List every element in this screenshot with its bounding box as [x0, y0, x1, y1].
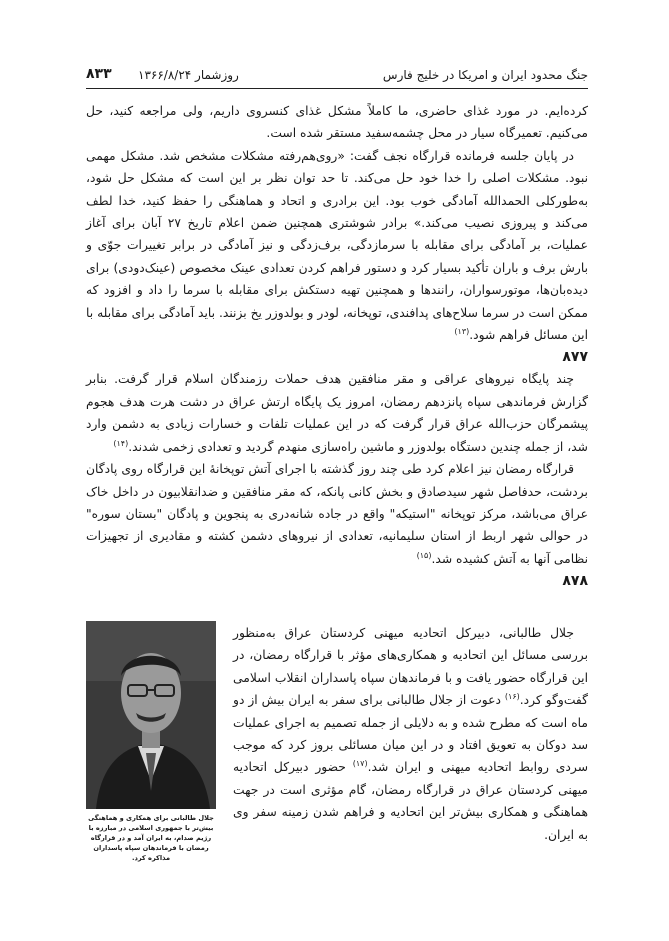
entry-number: ۸۷۸ [562, 573, 588, 590]
footnote-ref[interactable]: (۱۵) [416, 550, 432, 560]
paragraph-text: چند پایگاه نیروهای عراقی و مقر منافقین هدف حملات رزمندگان اسلام قرار گرفت. بنابر گزارش فرماندهی سپاه پانزدهم رمضان، امروز یک پایگاه ارتش عراق در دشت هرت هدف هجوم پیشمرگان حزب‌الله عراق قرار گرفت که در این عملیات تلفات و خسارات زیادی به دشمن وارد شد، از جمله چندین دستگاه بولدوزر و ماشین راه‌سازی منهدم گردید و تعدادی زخمی شدند. [86, 372, 588, 454]
chronology-date: روزشمار ۱۳۶۶/۸/۲۴ [138, 68, 239, 82]
page-header [86, 66, 588, 89]
portrait-illustration [86, 621, 216, 809]
paragraph-text: دعوت از جلال طالبانی برای سفر به ایران بیش از دو ماه است که مطرح شده و به دلایلی از جمله تصمیم به اجرای عملیات سد دوکان به تعویق افتاد و در این میان مسائلی بروز کرد که موجب سردی روابط اتحادیه میهنی و ایران شد. [233, 693, 589, 775]
photo-block [86, 621, 216, 863]
paragraph-text: قرارگاه رمضان نیز اعلام کرد طی چند روز گذشته با اجرای آتش توپخانهٔ این قرارگاه روی پادگان بردشت، حدفاصل شهر سیدصادق و بخش کانی پانکه، که مقر منافقین و ضدانقلابیون در داخل خاک عراق می‌باشد، مرکز توپخانه "استیکه" واقع در جاده شانه‌دری به پنجوین و پادگان "بستان سوره" در حوالی شهر اربط از استان سلیمانیه، تعدادی از نیروهای دشمن کشته و مقادیری از تجهیزات نظامی آنها به آتش کشیده شد. [86, 462, 588, 566]
footnote-ref[interactable]: (۱۶) [504, 692, 520, 702]
paragraph-attacks [86, 368, 588, 458]
main-text [86, 100, 588, 592]
entry-number: ۸۷۷ [562, 349, 588, 366]
paragraph-text: جلال طالبانی، دبیرکل اتحادیه میهنی کردستان عراق به‌منظور بررسی مسائل این اتحادیه و همکاری‌های مؤثر با قرارگاه رمضان، در این قرارگاه حضور یافت و با فرماندهان سپاه پاسداران انقلاب اسلامی گفت‌وگو کرد. [233, 626, 588, 708]
photo-caption: جلال طالبانی برای همکاری و هماهنگی بیش‌تر با جمهوری اسلامی در مبارزه با رژیم صدام، به ایران آمد و در قرارگاه رمضان با فرماندهان سپاه پاسداران مذاکره کرد. [88, 814, 214, 862]
paragraph-meeting [86, 145, 588, 347]
footnote-ref[interactable]: (۱۳) [454, 326, 470, 336]
footnote-ref[interactable]: (۱۴) [113, 438, 129, 448]
book-title: جنگ محدود ایران و امریکا در خلیج فارس [382, 68, 588, 82]
paragraph-text: در پایان جلسه فرمانده قرارگاه نجف گفت: «روی‌هم‌رفته مشکلات مشخص شد. مشکل مهمی نبود. مشکلات اصلی را خدا خود حل می‌کند. تا حد توان نظر بر این است که مشکل حل شود، به‌طورکلی الحمدالله آمادگی خوب بود. این برادری و اتحاد و هماهنگی را حفظ کنید، خدا لطف می‌کند و پیروزی نصیب می‌کند.» برادر شوشتری همچنین ضمن اعلام تاریخ ۲۷ آبان برای آغاز عملیات، بر آمادگی برای مقابله با سرمازدگی، برف‌زدگی و نیز آمادگی در برابر تغییرات جوّی و بارش برف و باران تأکید بسیار کرد و دستور فراهم کردن تعدادی عینک مخصوص (عینک‌دودی) برای دیده‌بان‌ها، موتورسواران، رانندها و همچنین تهیه دستکش برای مقابله با سرما را داد و افزود که ممکن است در سرما سلاح‌های پدافندی، توپخانه، لودر و بولدوزر یخ بزنند. باید آمادگی برای مقابله با این مسائل فراهم شود. [86, 148, 589, 343]
paragraph-continued: کرده‌ایم. در مورد غذای حاضری، ما کاملاً مشکل غذای کنسروی داریم، ولی مراجعه کنید، حل می‌کنیم. تعمیرگاه سیار در محل چشمه‌سفید مستقر شده است. [86, 104, 588, 141]
portrait-photo [86, 621, 216, 809]
paragraph-talabani [233, 622, 588, 846]
side-text [233, 600, 588, 846]
page-number: ۸۳۳ [86, 66, 112, 82]
footnote-ref[interactable]: (۱۷) [352, 759, 368, 769]
paragraph-artillery [86, 458, 588, 570]
paragraph-text: حضور دبیرکل اتحادیه میهنی کردستان عراق در قرارگاه رمضان، گام مؤثری است در جهت هماهنگی و همکاری بیش‌تر این اتحادیه و فراهم شدن زمینه سفر وی به ایران. [233, 760, 588, 842]
